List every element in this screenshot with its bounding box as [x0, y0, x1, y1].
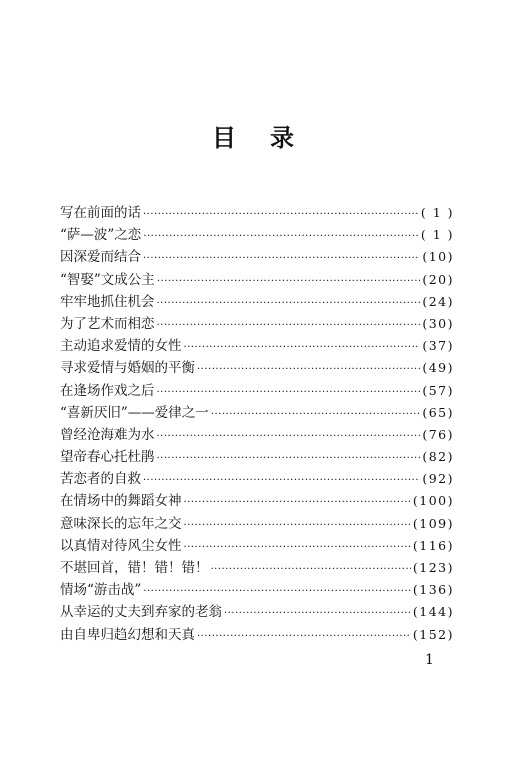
- toc-entry[interactable]: [60, 245, 454, 267]
- toc-entry-title: “喜新厌旧”——爱律之一: [60, 404, 209, 421]
- dot-leader: [197, 364, 420, 375]
- toc-entry[interactable]: [60, 379, 454, 401]
- dot-leader: [143, 231, 419, 242]
- toc-entry-page: (10): [422, 249, 454, 265]
- dot-leader: [157, 387, 421, 398]
- toc-entry-page: (24): [422, 293, 454, 309]
- toc-entry[interactable]: [60, 423, 454, 445]
- toc-entry[interactable]: [60, 556, 454, 578]
- toc-entry-title: 由自卑归趋幻想和天真: [60, 626, 195, 643]
- dot-leader: [211, 564, 411, 575]
- toc-entry-page: (116): [412, 537, 454, 553]
- toc-entry[interactable]: [60, 512, 454, 534]
- dot-leader: [184, 342, 421, 353]
- toc-entry[interactable]: [60, 600, 454, 622]
- toc-entry-page: (76): [422, 426, 454, 442]
- toc-entry-page: (92): [422, 471, 454, 487]
- dot-leader: [157, 298, 421, 309]
- dot-leader: [143, 253, 420, 264]
- toc-entry-title: 主动追求爱情的女性: [60, 338, 182, 355]
- table-of-contents: [60, 201, 454, 645]
- toc-entry-page: (100): [412, 493, 454, 509]
- dot-leader: [157, 276, 421, 287]
- dot-leader: [143, 475, 420, 486]
- toc-entry-page: (123): [412, 560, 454, 575]
- dot-leader: [143, 209, 419, 220]
- toc-entry[interactable]: [60, 489, 454, 511]
- toc-entry[interactable]: [60, 578, 454, 600]
- toc-entry-title: 在情场中的舞蹈女神: [60, 493, 182, 510]
- dot-leader: [157, 320, 421, 331]
- toc-entry-title: 牢牢地抓住机会: [60, 293, 155, 310]
- toc-entry-title: “萨—波”之恋: [60, 227, 142, 244]
- toc-entry-title: 从幸运的丈夫到弃家的老翁: [60, 604, 222, 621]
- toc-entry[interactable]: [60, 201, 454, 223]
- toc-entry[interactable]: [60, 401, 454, 423]
- toc-entry[interactable]: [60, 312, 454, 334]
- toc-entry-page: (82): [422, 449, 454, 465]
- toc-entry-page: (57): [422, 382, 454, 398]
- dot-leader: [224, 608, 411, 619]
- toc-entry[interactable]: [60, 356, 454, 378]
- toc-entry-page: (30): [422, 315, 454, 331]
- toc-entry-title: 寻求爱情与婚姻的平衡: [60, 360, 195, 377]
- toc-entry-page: (144): [412, 604, 454, 620]
- toc-entry-page: ( 1 ): [420, 205, 454, 220]
- toc-entry-title: 以真情对待风尘女性: [60, 537, 182, 554]
- toc-entry-title: 写在前面的话: [60, 205, 141, 221]
- page-title: 目录: [212, 123, 328, 152]
- toc-entry-title: 望帝春心托杜鹃: [60, 449, 155, 466]
- toc-entry-page: (37): [422, 338, 454, 354]
- toc-entry-title: 为了艺术而相恋: [60, 315, 155, 332]
- toc-entry-page: (49): [422, 360, 454, 376]
- toc-entry[interactable]: [60, 623, 454, 645]
- toc-entry-title: 情场“游击战”: [60, 582, 142, 599]
- toc-entry-title: 不堪回首，错！错！错！: [60, 560, 209, 576]
- dot-leader: [184, 542, 411, 553]
- toc-entry[interactable]: [60, 467, 454, 489]
- toc-entry[interactable]: [60, 223, 454, 245]
- toc-entry-title: 在逢场作戏之后: [60, 382, 155, 399]
- toc-entry-page: ( 1 ): [420, 227, 454, 243]
- toc-entry-page: (136): [412, 582, 454, 598]
- toc-entry-title: 苦恋者的自救: [60, 471, 141, 488]
- toc-entry[interactable]: [60, 334, 454, 356]
- toc-entry[interactable]: [60, 534, 454, 556]
- toc-entry[interactable]: [60, 445, 454, 467]
- dot-leader: [184, 497, 411, 508]
- dot-leader: [143, 586, 411, 597]
- toc-entry-page: (20): [422, 271, 454, 287]
- dot-leader: [197, 631, 411, 642]
- toc-entry-title: 曾经沧海难为水: [60, 426, 155, 443]
- dot-leader: [157, 453, 421, 464]
- page-number: 1: [425, 652, 434, 668]
- dot-leader: [184, 520, 411, 531]
- dot-leader: [211, 409, 421, 420]
- dot-leader: [157, 431, 421, 442]
- toc-entry[interactable]: [60, 268, 454, 290]
- toc-entry-page: (65): [422, 404, 454, 420]
- toc-entry-page: (109): [412, 515, 454, 531]
- toc-entry-title: 因深爱而结合: [60, 249, 141, 266]
- toc-entry-page: (152): [412, 626, 454, 642]
- toc-entry[interactable]: [60, 290, 454, 312]
- toc-entry-title: “智娶”文成公主: [60, 271, 155, 288]
- toc-entry-title: 意味深长的忘年之交: [60, 515, 182, 532]
